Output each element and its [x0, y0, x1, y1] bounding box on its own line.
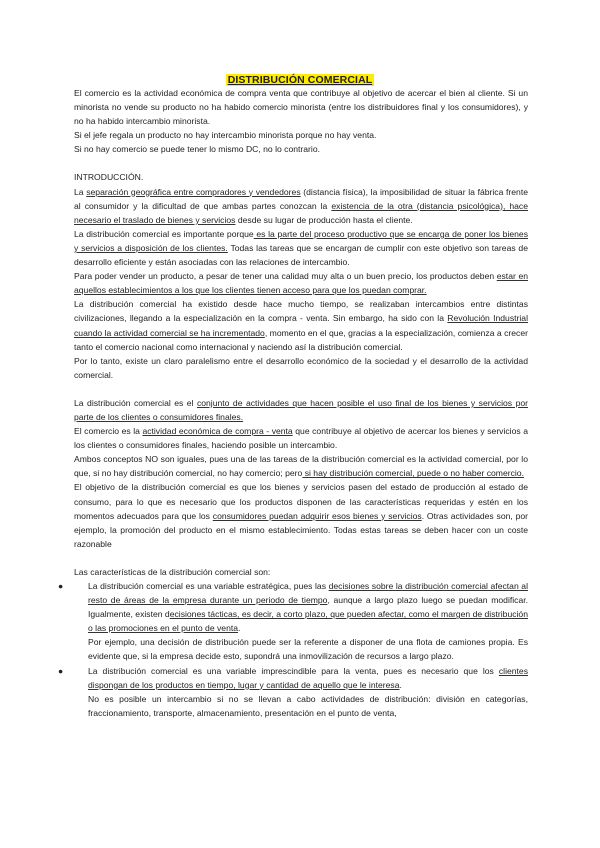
- definicion-paragraph-3: Ambos conceptos NO son iguales, pues una de las tareas de la distribución comercial es la actividad comercial, por lo que, si no hay distribución comercial, no hay comercio; pero si hay distribución comercial, puede o no haber comercio.: [74, 454, 528, 479]
- list-item-note: Por ejemplo, una decisión de distribución puede ser la referente a disponer de una flota de camiones propia. Es evidente que, si la empresa decide esto, supondrá una inmovilización de recursos a largo plazo.: [88, 637, 528, 662]
- list-item-note: No es posible un intercambio si no se llevan a cabo actividades de distribución: división en categorías, fraccionamiento, transporte, almacenamiento, presentación en el punto de venta,: [88, 693, 528, 718]
- bullet-icon: ●: [58, 581, 64, 591]
- definicion-paragraph-2: El comercio es la actividad económica de compra - venta que contribuye al objetivo de acercar los bienes y servicios a los clientes o consumidores finales, haciendo posible un intercambio.: [74, 426, 528, 451]
- document-body: [58, 86, 529, 720]
- list-item: ● La distribución comercial es una variable imprescindible para la venta, pues es necesario que los clientes dispongan de los productos en tiempo, lugar y cantidad de aquello que le interesa. No es posible un intercambio si no se llevan a cabo actividades de distribución: división en categorías, fraccionamiento, transporte, almacenamiento, presentación en el punto de venta,: [74, 664, 528, 720]
- introduccion-paragraph-4: La distribución comercial ha existido desde hace mucho tiempo, se realizaban intercambios entre distintas civilizaciones, llegando a la especialización en la compra - venta. Sin embargo, ha sido con la Revolución Industrial cuando la actividad comercial se ha incrementado, momento en el que, gracias a la especialización, comienza a crecer tanto el comercio nacional como internacional y naciendo así la distribución comercial.: [74, 299, 528, 352]
- caracteristicas-heading: Las características de la distribución comercial son:: [74, 566, 271, 577]
- bullet-icon: ●: [58, 665, 64, 676]
- definicion-paragraph-1: La distribución comercial es el conjunto de actividades que hacen posible el uso final de los bienes y servicios por parte de los clientes o consumidores finales.: [74, 397, 528, 422]
- introduccion-paragraph-3: Para poder vender un producto, a pesar de tener una calidad muy alta o un buen precio, los productos deben estar en aquellos establecimientos a los que los clientes tienen acceso para que los puedan comprar.: [74, 271, 528, 296]
- intro-paragraph-1: El comercio es la actividad económica de compra venta que contribuye al objetivo de acercar el bien al cliente. Si un minorista no vende su producto no ha habido comercio minorista (entre los distribuidores final y los consumidores), y no ha habido intercambio minorista.: [74, 88, 528, 127]
- intro-paragraph-3: Si no hay comercio se puede tener lo mismo DC, no lo contrario.: [74, 144, 320, 155]
- introduccion-heading: INTRODUCCIÓN.: [74, 172, 144, 183]
- intro-paragraph-2: Si el jefe regala un producto no hay intercambio minorista porque no hay venta.: [74, 130, 377, 141]
- document-title: DISTRIBUCIÓN COMERCIAL: [227, 74, 373, 86]
- introduccion-paragraph-5: Por lo tanto, existe un claro paralelismo entre el desarrollo económico de la sociedad y el desarrollo de la actividad comercial.: [74, 355, 528, 380]
- introduccion-paragraph-1: La separación geográfica entre compradores y vendedores (distancia física), la imposibilidad de situar la fábrica frente al consumidor y la dificultad de que ambas partes conozcan la existencia de la otra (distancia psicológica), hace necesario el traslado de bienes y servicios desde su lugar de producción hasta el cliente.: [74, 186, 528, 225]
- list-item: ● La distribución comercial es una variable estratégica, pues las decisiones sobre la distribución comercial afectan al resto de áreas de la empresa durante un periodo de tiempo, aunque a largo plazo luego se puedan modificar. Igualmente, existen decisiones tácticas, es decir, a corto plazo, que pueden afectar, como el margen de distribución o las promociones en el punto de venta. Por ejemplo, una decisión de distribución puede ser la referente a disponer de una flota de camiones propia. Es evidente que, si la empresa decide esto, supondrá una inmovilización de recursos a largo plazo.: [74, 579, 528, 664]
- introduccion-paragraph-2: La distribución comercial es importante porque es la parte del proceso productivo que se encarga de poner los bienes y servicios a disposición de los clientes. Todas las tareas que se encargan de cumplir con este objetivo son tareas de desarrollo eficiente y están asociadas con las relaciones de intercambio.: [74, 228, 528, 268]
- definicion-paragraph-4: El objetivo de la distribución comercial es que los bienes y servicios pasen del estado de producción al estado de consumo, para lo que es necesario que los productos disponen de las características requeridas y estén en los momentos adecuados para que los consumidores puedan adquirir esos bienes y servicios. Otras actividades son, por ejemplo, la promoción del producto en el mismo establecimiento. Todas estas tareas se deben hacer con un coste razonable: [74, 482, 528, 549]
- caracteristicas-list: [58, 579, 529, 720]
